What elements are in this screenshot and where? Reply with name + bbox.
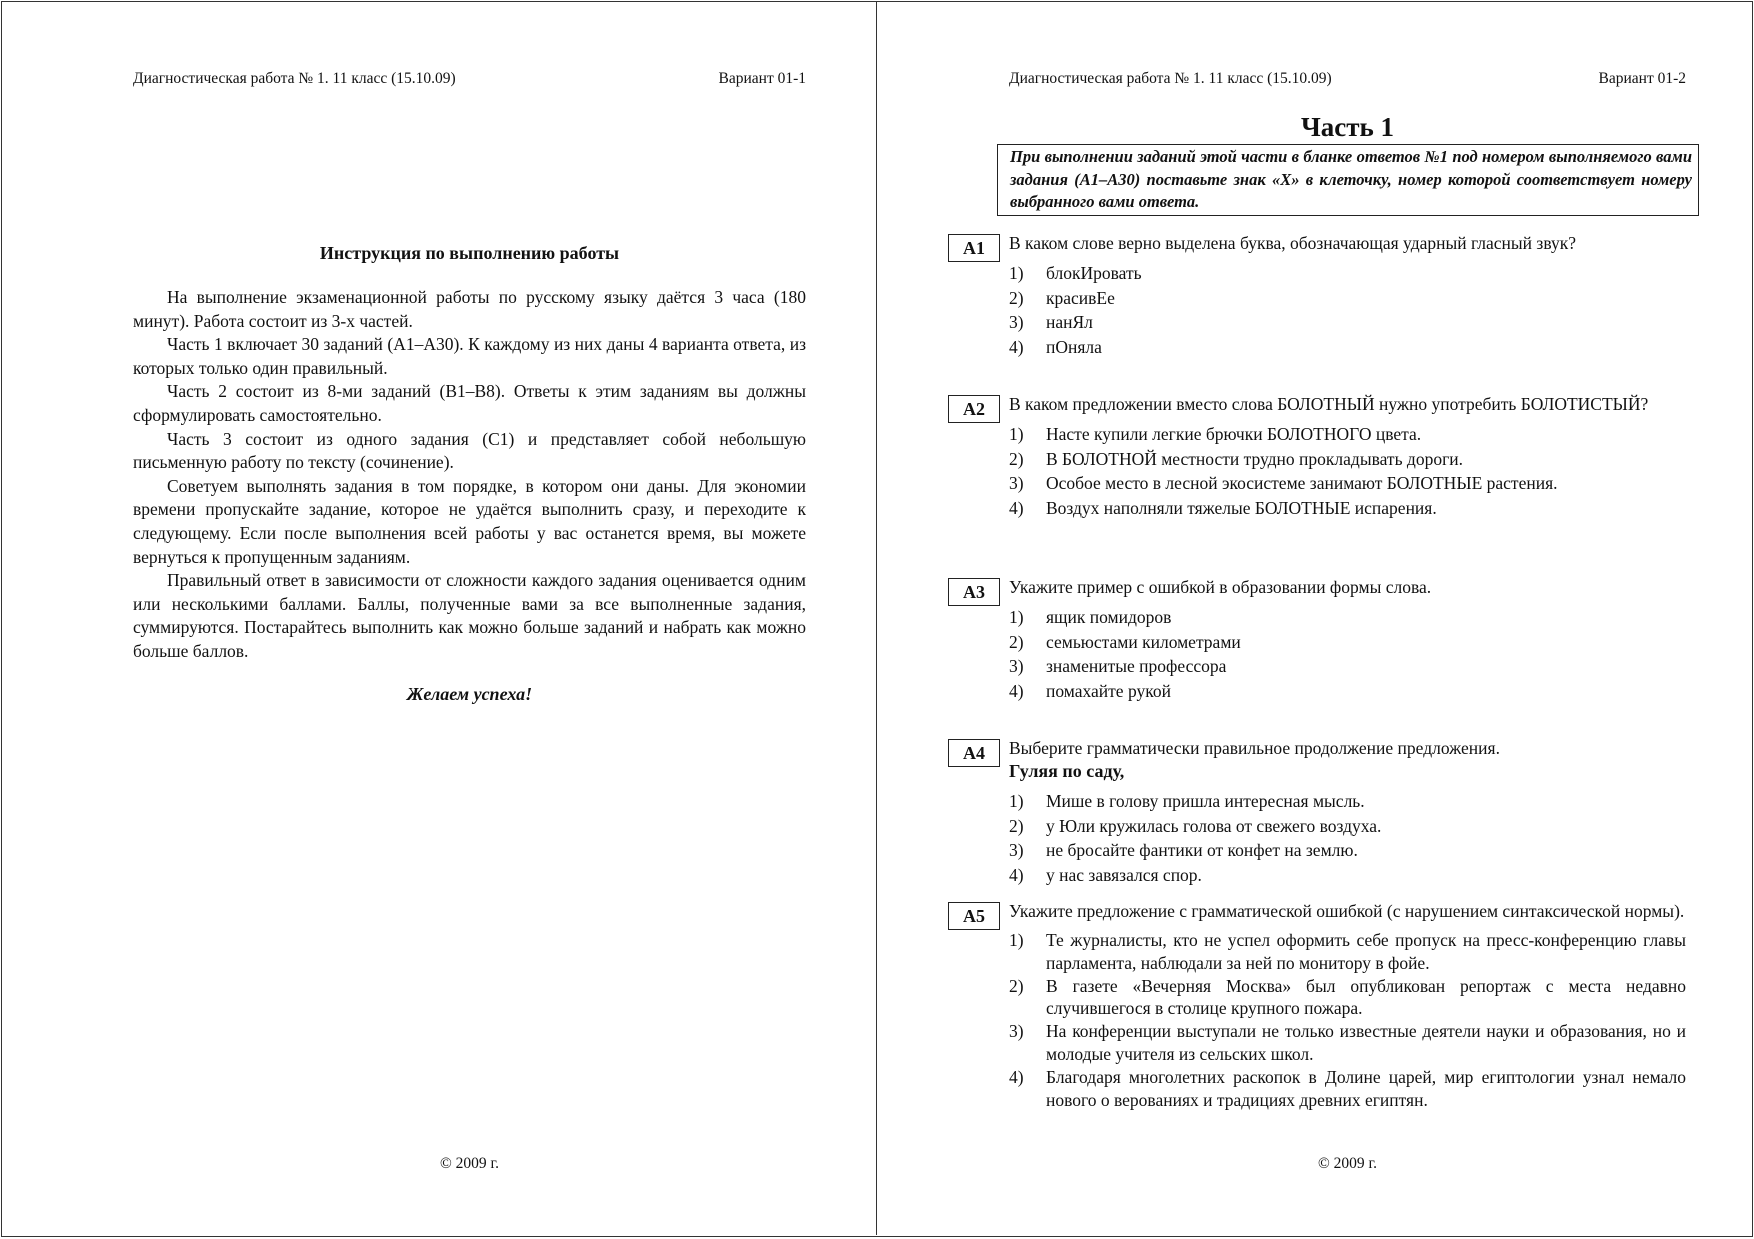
answer-options [1009,605,1686,703]
option-text: знаменитые профессора [1046,656,1227,676]
question-a1 [948,232,1686,359]
answer-option [1009,679,1686,704]
option-number: 4) [1009,497,1024,518]
option-text: у Юли кружилась голова от свежего воздуха. [1046,815,1382,836]
page-left [133,0,806,1239]
option-text: Воздух наполняли тяжелые БОЛОТНЫЕ испарения. [1046,497,1437,518]
option-text: В газете «Вечерняя Москва» был опубликован репортаж с места недавно случившегося в столице крупного пожара. [1046,975,1686,1019]
answer-option [1009,654,1686,679]
question-label: А3 [948,578,1000,606]
question-label: А5 [948,902,1000,930]
page-header [133,70,806,88]
answer-option [1009,789,1686,814]
answer-option [1009,605,1686,630]
answer-option [1009,863,1686,888]
instructions-title: Инструкция по выполнению работы [319,243,620,263]
answer-option [1009,975,1686,1021]
question-label: А4 [948,739,1000,767]
option-text: ящик помидоров [1046,607,1172,627]
answer-option [1009,335,1686,360]
question-label: А2 [948,395,1000,423]
option-number: 2) [1009,448,1024,469]
page-header [1009,70,1686,88]
header-variant: Вариант 01-1 [718,70,806,87]
instructions-paragraph: Советуем выполнять задания в том порядке, в котором они даны. Для экономии времени пропускайте задание, которое не удаётся выполнить сразу, и переходите к следующему. Если после выполнения всей работы у вас останется время, вы можете вернуться к пропущенным заданиям. [133,475,806,567]
instructions-paragraph: Часть 2 состоит из 8-ми заданий (В1–В8). Ответы к этим заданиям вы должны сформулировать самостоятельно. [133,381,806,425]
header-variant: Вариант 01-2 [1598,70,1686,87]
header-title: Диагностическая работа № 1. 11 класс (15.10.09) [1009,70,1332,87]
option-number: 1) [1009,424,1024,444]
option-text: красивЕе [1046,287,1115,308]
option-text: у нас завязался спор. [1046,864,1202,885]
page-footer: © 2009 г. [439,1155,499,1172]
option-number: 1) [1009,263,1024,283]
answer-option [1009,471,1686,496]
option-text: не бросайте фантики от конфет на землю. [1046,840,1358,860]
answer-option [1009,630,1686,655]
question-label: А1 [948,234,1000,262]
option-text: Те журналисты, кто не успел оформить себе пропуск на пресс-конференцию главы парламента, наблюдали за ней по монитору в фойе. [1046,930,1686,973]
question-a3 [948,576,1686,703]
question-a4 [948,737,1686,887]
question-a2 [948,393,1686,520]
option-text: нанЯл [1046,312,1093,332]
option-number: 3) [1009,312,1024,332]
option-number: 4) [1009,336,1024,357]
instructions-body [133,286,806,664]
question-text: Укажите предложение с грамматической ошибкой (с нарушением синтаксической нормы). [1009,901,1685,921]
question-text: Укажите пример с ошибкой в образовании формы слова. [1009,577,1432,597]
option-text: В БОЛОТНОЙ местности трудно прокладывать дороги. [1046,448,1464,469]
instructions-paragraph: Правильный ответ в зависимости от сложности каждого задания оценивается одним или несколькими баллами. Баллы, полученные вами за все выполненные задания, суммируются. Постарайтесь выполнить как можно больше заданий и набрать как можно больше баллов. [133,570,806,661]
option-number: 2) [1009,815,1024,836]
option-text: Насте купили легкие брючки БОЛОТНОГО цвета. [1046,424,1422,444]
option-number: 1) [1009,930,1024,950]
closing-wish: Желаем успеха! [406,684,533,704]
question-text: Выберите грамматически правильное продолжение предложения. [1009,738,1500,758]
answer-option [1009,1066,1686,1112]
answer-option [1009,447,1686,472]
page-divider [876,1,877,1235]
option-number: 3) [1009,473,1024,493]
option-number: 4) [1009,680,1024,701]
instructions-paragraph: Часть 3 состоит из одного задания (С1) и представляет собой небольшую письменную работу по тексту (сочинение). [133,428,806,473]
option-number: 4) [1009,864,1024,885]
answer-option [1009,496,1686,521]
answer-option [1009,929,1686,975]
option-text: блокИровать [1046,263,1142,283]
option-text: помахайте рукой [1046,680,1171,701]
instructions-paragraph: На выполнение экзаменационной работы по русскому языку даётся 3 часа (180 минут). Работа состоит из 3-х частей. [133,287,806,331]
answer-option [1009,1020,1686,1066]
option-number: 2) [1009,975,1024,996]
answer-option [1009,286,1686,311]
answer-option [1009,838,1686,863]
question-text: В каком предложении вместо слова БОЛОТНЫЙ нужно употребить БОЛОТИСТЫЙ? [1009,394,1649,414]
option-text: На конференции выступали не только известные деятели науки и образования, но и молодые учителя из сельских школ. [1046,1021,1686,1064]
answer-option [1009,814,1686,839]
part-title: Часть 1 [1300,112,1395,142]
option-number: 2) [1009,287,1024,308]
option-number: 3) [1009,1021,1024,1042]
question-text: В каком слове верно выделена буква, обозначающая ударный гласный звук? [1009,233,1576,253]
option-number: 4) [1009,1066,1024,1087]
answer-option [1009,422,1686,447]
answer-options [1009,422,1686,520]
option-number: 2) [1009,631,1024,652]
question-sentence-start: Гуляя по саду, [1009,761,1125,781]
answer-options [1009,261,1686,359]
answer-options [1009,929,1686,1111]
header-title: Диагностическая работа № 1. 11 класс (15.10.09) [133,70,456,87]
option-number: 1) [1009,607,1024,627]
instructions-note-box: При выполнении заданий этой части в бланке ответов №1 под номером выполняемого вами задания (А1–А30) поставьте знак «Х» в клеточку, номер которой соответствует номеру выбранного вами ответа. [997,144,1699,216]
answer-option [1009,261,1686,286]
option-text: Особое место в лесной экосистеме занимают БОЛОТНЫЕ растения. [1046,473,1558,493]
answer-options [1009,789,1686,887]
question-a5 [948,900,1686,1111]
answer-option [1009,310,1686,335]
option-text: Благодаря многолетних раскопок в Долине царей, мир египтологии узнал немало нового о верованиях и традициях древних египтян. [1046,1066,1686,1110]
option-text: Мише в голову пришла интересная мысль. [1046,791,1365,811]
option-text: пОняла [1046,336,1102,357]
page-footer: © 2009 г. [1317,1155,1377,1172]
option-text: семьюстами километрами [1046,631,1241,652]
option-number: 1) [1009,791,1024,811]
option-number: 3) [1009,840,1024,860]
option-number: 3) [1009,656,1024,676]
instructions-paragraph: Часть 1 включает 30 заданий (А1–А30). К каждому из них даны 4 варианта ответа, из которых только один правильный. [133,334,806,378]
page-right [963,0,1692,1239]
